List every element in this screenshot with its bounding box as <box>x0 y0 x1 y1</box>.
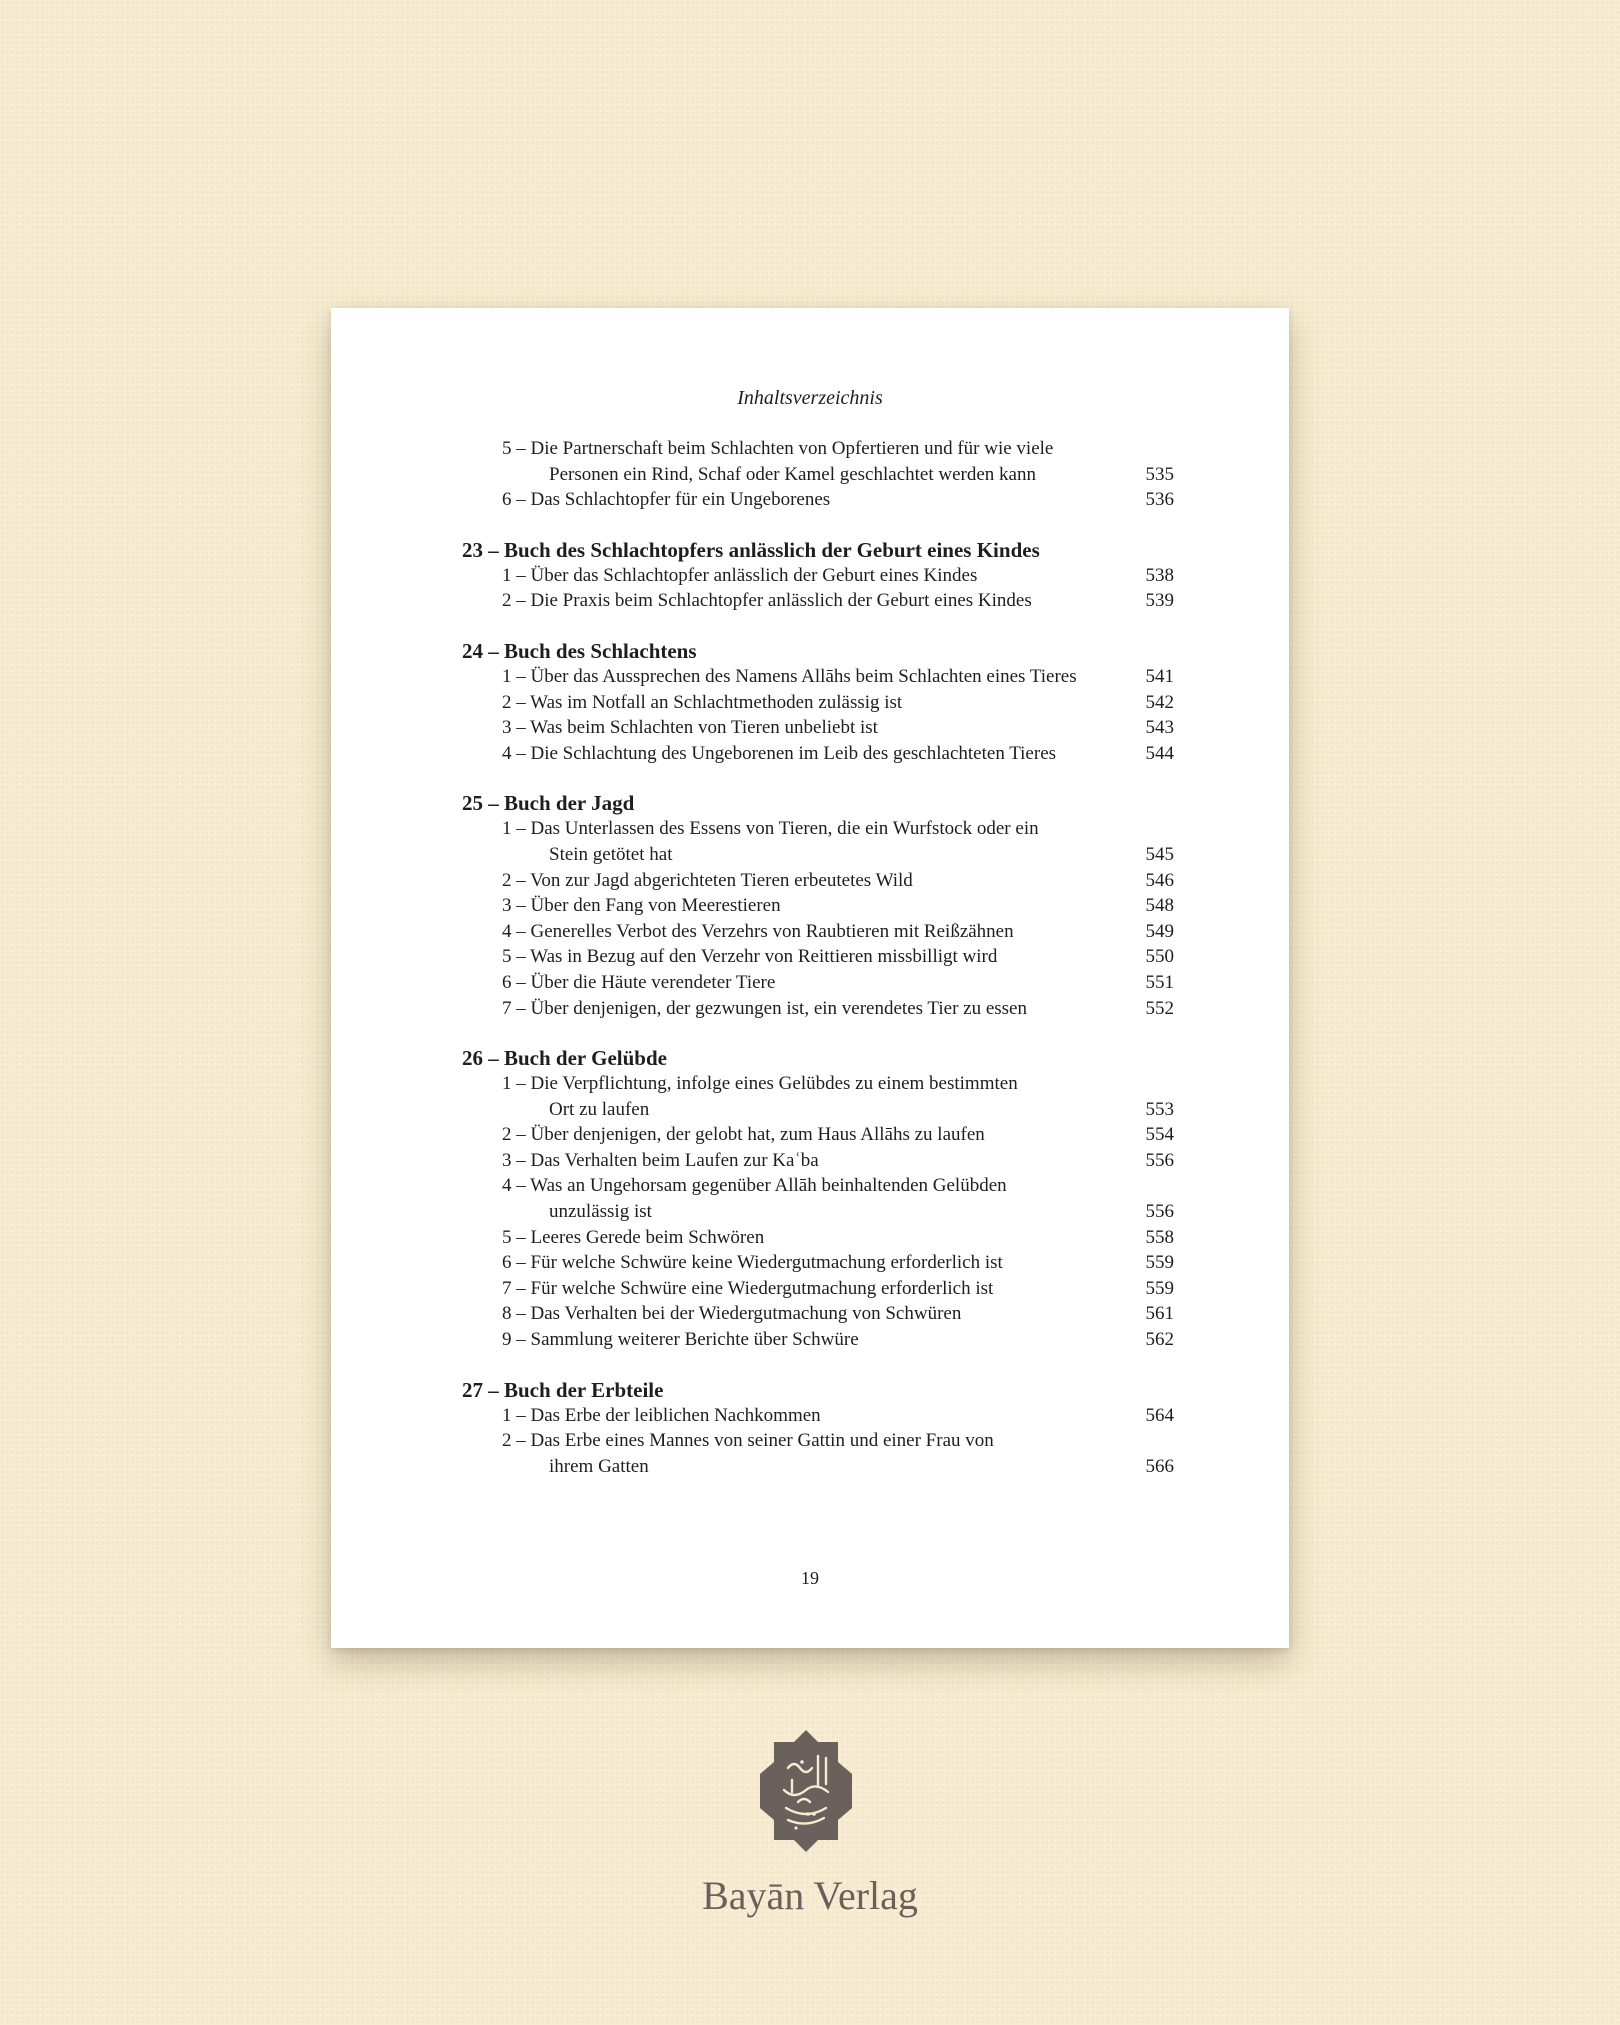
toc-entry-title: 2 – Über denjenigen, der gelobt hat, zum Haus Allāhs zu laufen <box>502 1124 985 1146</box>
toc-entry <box>462 487 1174 513</box>
toc-entry-title: 4 – Was an Ungehorsam gegenüber Allāh beinhaltenden Gelübden <box>502 1175 1007 1197</box>
toc-entry-page: 554 <box>1145 1124 1174 1146</box>
toc-book <box>462 638 1174 766</box>
toc-book <box>462 537 1174 614</box>
toc-entry-label <box>462 1250 1134 1276</box>
toc-entry-label <box>462 1403 1134 1429</box>
toc-entry <box>462 436 1174 487</box>
toc-entry-title: 6 – Das Schlachtopfer für ein Ungeborenes <box>502 489 831 511</box>
toc-entry-title-continuation: unzulässig ist <box>549 1201 652 1223</box>
toc-entry-title: 1 – Das Unterlassen des Essens von Tieren, die ein Wurfstock oder ein <box>502 818 1039 840</box>
toc-entry-title: 4 – Generelles Verbot des Verzehrs von Raubtieren mit Reißzähnen <box>502 920 1014 942</box>
toc-entry-title: 2 – Die Praxis beim Schlachtopfer anlässlich der Geburt eines Kindes <box>502 590 1032 612</box>
toc-entry-page: 544 <box>1145 742 1174 764</box>
running-head: Inhaltsverzeichnis <box>737 387 883 409</box>
toc-book-title: 27 – Buch der Erbteile <box>462 1377 664 1402</box>
toc-entry-page: 548 <box>1145 895 1174 917</box>
toc-entry-title: 4 – Die Schlachtung des Ungeborenen im Leib des geschlachteten Tieres <box>502 742 1057 764</box>
toc-entry-label <box>462 715 1134 741</box>
toc-entry-page: 538 <box>1145 564 1174 586</box>
toc-entry <box>462 1276 1174 1302</box>
toc-entry-title: 5 – Leeres Gerede beim Schwören <box>502 1226 765 1248</box>
toc-entry-label <box>462 944 1134 970</box>
toc-entry-title: 7 – Über denjenigen, der gezwungen ist, ein verendetes Tier zu essen <box>502 997 1027 1019</box>
toc-entry-page: 545 <box>1145 843 1174 865</box>
toc-book-title: 24 – Buch des Schlachtens <box>462 638 697 663</box>
toc-entry-page: 543 <box>1145 717 1174 739</box>
toc-book <box>462 790 1174 1021</box>
calligraphy-emblem-icon <box>758 1728 854 1854</box>
page-number: 19 <box>801 1568 819 1588</box>
toc-entry-page: 559 <box>1145 1277 1174 1299</box>
book-page <box>331 308 1289 1648</box>
toc-entry-label <box>462 588 1134 614</box>
toc-entry-title: 1 – Die Verpflichtung, infolge eines Gelübdes zu einem bestimmten <box>502 1073 1018 1095</box>
toc-entry-title: 9 – Sammlung weiterer Berichte über Schwüre <box>502 1329 859 1351</box>
toc-entry <box>462 664 1174 690</box>
toc-entry <box>462 1148 1174 1174</box>
toc-entry <box>462 690 1174 716</box>
toc-entry <box>462 970 1174 996</box>
toc-entry-page: 552 <box>1145 997 1174 1019</box>
toc-entry-title: 5 – Die Partnerschaft beim Schlachten von Opfertieren und für wie viele <box>502 438 1054 459</box>
toc-entry-page: 551 <box>1145 971 1174 993</box>
publisher-name: Bayān Verlag <box>702 1873 918 1918</box>
toc-entry-title: 5 – Was in Bezug auf den Verzehr von Reittieren missbilligt wird <box>502 946 998 968</box>
toc-entry-title: 3 – Was beim Schlachten von Tieren unbeliebt ist <box>502 717 878 739</box>
toc-entry-title: 8 – Das Verhalten bei der Wiedergutmachung von Schwüren <box>502 1303 962 1325</box>
toc-book <box>462 1377 1174 1480</box>
toc-entry-title: 3 – Über den Fang von Meerestieren <box>502 895 781 917</box>
toc-entry <box>462 944 1174 970</box>
toc-entry-page: 536 <box>1145 489 1174 511</box>
toc-entry-title: 2 – Von zur Jagd abgerichteten Tieren erbeutetes Wild <box>502 869 913 891</box>
toc-book <box>462 436 1174 513</box>
toc-entry <box>462 1225 1174 1251</box>
toc-entry-label <box>462 816 1134 867</box>
toc-entry-title-continuation: ihrem Gatten <box>549 1455 649 1477</box>
toc-entry-label <box>462 664 1134 690</box>
toc-entry-page: 542 <box>1145 691 1174 713</box>
toc-entry-page: 549 <box>1145 920 1174 942</box>
toc-entry-title-continuation: Ort zu laufen <box>549 1098 650 1120</box>
toc-entry <box>462 996 1174 1022</box>
toc-entry <box>462 1301 1174 1327</box>
toc-entry-label <box>462 1428 1134 1479</box>
toc-entry-label <box>462 487 1134 513</box>
toc-entry-page: 566 <box>1145 1455 1174 1477</box>
toc-entry-page: 553 <box>1145 1098 1174 1120</box>
toc-entry <box>462 1071 1174 1122</box>
toc-entry-page: 556 <box>1145 1149 1174 1171</box>
toc-entry-title-continuation: Stein getötet hat <box>549 843 673 865</box>
toc-entry-title: 1 – Über das Schlachtopfer anlässlich der Geburt eines Kindes <box>502 564 978 586</box>
toc-entry-page: 535 <box>1145 463 1174 485</box>
toc-entry-title: 3 – Das Verhalten beim Laufen zur Kaʿba <box>502 1149 819 1171</box>
toc-entry <box>462 919 1174 945</box>
toc-book-title: 26 – Buch der Gelübde <box>462 1046 667 1071</box>
toc-entry <box>462 1122 1174 1148</box>
toc-entry-label <box>462 868 1134 894</box>
toc-entry <box>462 868 1174 894</box>
table-of-contents <box>462 436 1174 1503</box>
toc-entry-label <box>462 893 1134 919</box>
toc-entry-title: 6 – Für welche Schwüre keine Wiedergutmachung erforderlich ist <box>502 1252 1003 1274</box>
toc-entry-page: 539 <box>1145 590 1174 612</box>
toc-entry-page: 562 <box>1145 1329 1174 1351</box>
toc-entry-page: 556 <box>1145 1201 1174 1223</box>
toc-entry-page: 564 <box>1145 1404 1174 1426</box>
toc-entry-label <box>462 1301 1134 1327</box>
toc-entry-page: 546 <box>1145 869 1174 891</box>
toc-entry-label <box>462 1071 1134 1122</box>
toc-entry-title-continuation: Personen ein Rind, Schaf oder Kamel geschlachtet werden kann <box>549 463 1036 485</box>
toc-entry-label <box>462 1225 1134 1251</box>
toc-entry-title: 2 – Das Erbe eines Mannes von seiner Gattin und einer Frau von <box>502 1430 994 1452</box>
toc-entry-page: 561 <box>1145 1303 1174 1325</box>
toc-entry-label <box>462 741 1134 767</box>
toc-entry-label <box>462 970 1134 996</box>
toc-entry <box>462 1173 1174 1224</box>
toc-entry-label <box>462 690 1134 716</box>
toc-entry-label <box>462 996 1134 1022</box>
toc-entry <box>462 1403 1174 1429</box>
toc-entry-label <box>462 436 1134 487</box>
toc-entry <box>462 588 1174 614</box>
toc-entry-title: 7 – Für welche Schwüre eine Wiedergutmachung erforderlich ist <box>502 1277 994 1299</box>
toc-entry <box>462 1327 1174 1353</box>
toc-entry-title: 1 – Das Erbe der leiblichen Nachkommen <box>502 1404 821 1426</box>
toc-entry <box>462 893 1174 919</box>
toc-book-title: 25 – Buch der Jagd <box>462 791 635 816</box>
toc-entry-label <box>462 1122 1134 1148</box>
toc-entry-page: 558 <box>1145 1226 1174 1248</box>
toc-entry <box>462 816 1174 867</box>
toc-entry-title: 2 – Was im Notfall an Schlachtmethoden zulässig ist <box>502 691 903 713</box>
toc-entry-page: 550 <box>1145 946 1174 968</box>
toc-entry <box>462 1250 1174 1276</box>
toc-entry-page: 559 <box>1145 1252 1174 1274</box>
toc-entry-label <box>462 1148 1134 1174</box>
toc-entry-label <box>462 1173 1134 1224</box>
toc-book <box>462 1045 1174 1353</box>
toc-entry <box>462 741 1174 767</box>
toc-entry <box>462 563 1174 589</box>
toc-entry-page: 541 <box>1145 665 1174 687</box>
toc-entry-title: 6 – Über die Häute verendeter Tiere <box>502 971 776 993</box>
toc-entry <box>462 715 1174 741</box>
toc-entry-title: 1 – Über das Aussprechen des Namens Allāhs beim Schlachten eines Tieres <box>502 665 1077 687</box>
toc-book-title: 23 – Buch des Schlachtopfers anlässlich der Geburt eines Kindes <box>462 537 1040 562</box>
toc-entry <box>462 1428 1174 1479</box>
toc-entry-label <box>462 919 1134 945</box>
toc-entry-label <box>462 1276 1134 1302</box>
toc-entry-label <box>462 1327 1134 1353</box>
toc-entry-label <box>462 563 1134 589</box>
